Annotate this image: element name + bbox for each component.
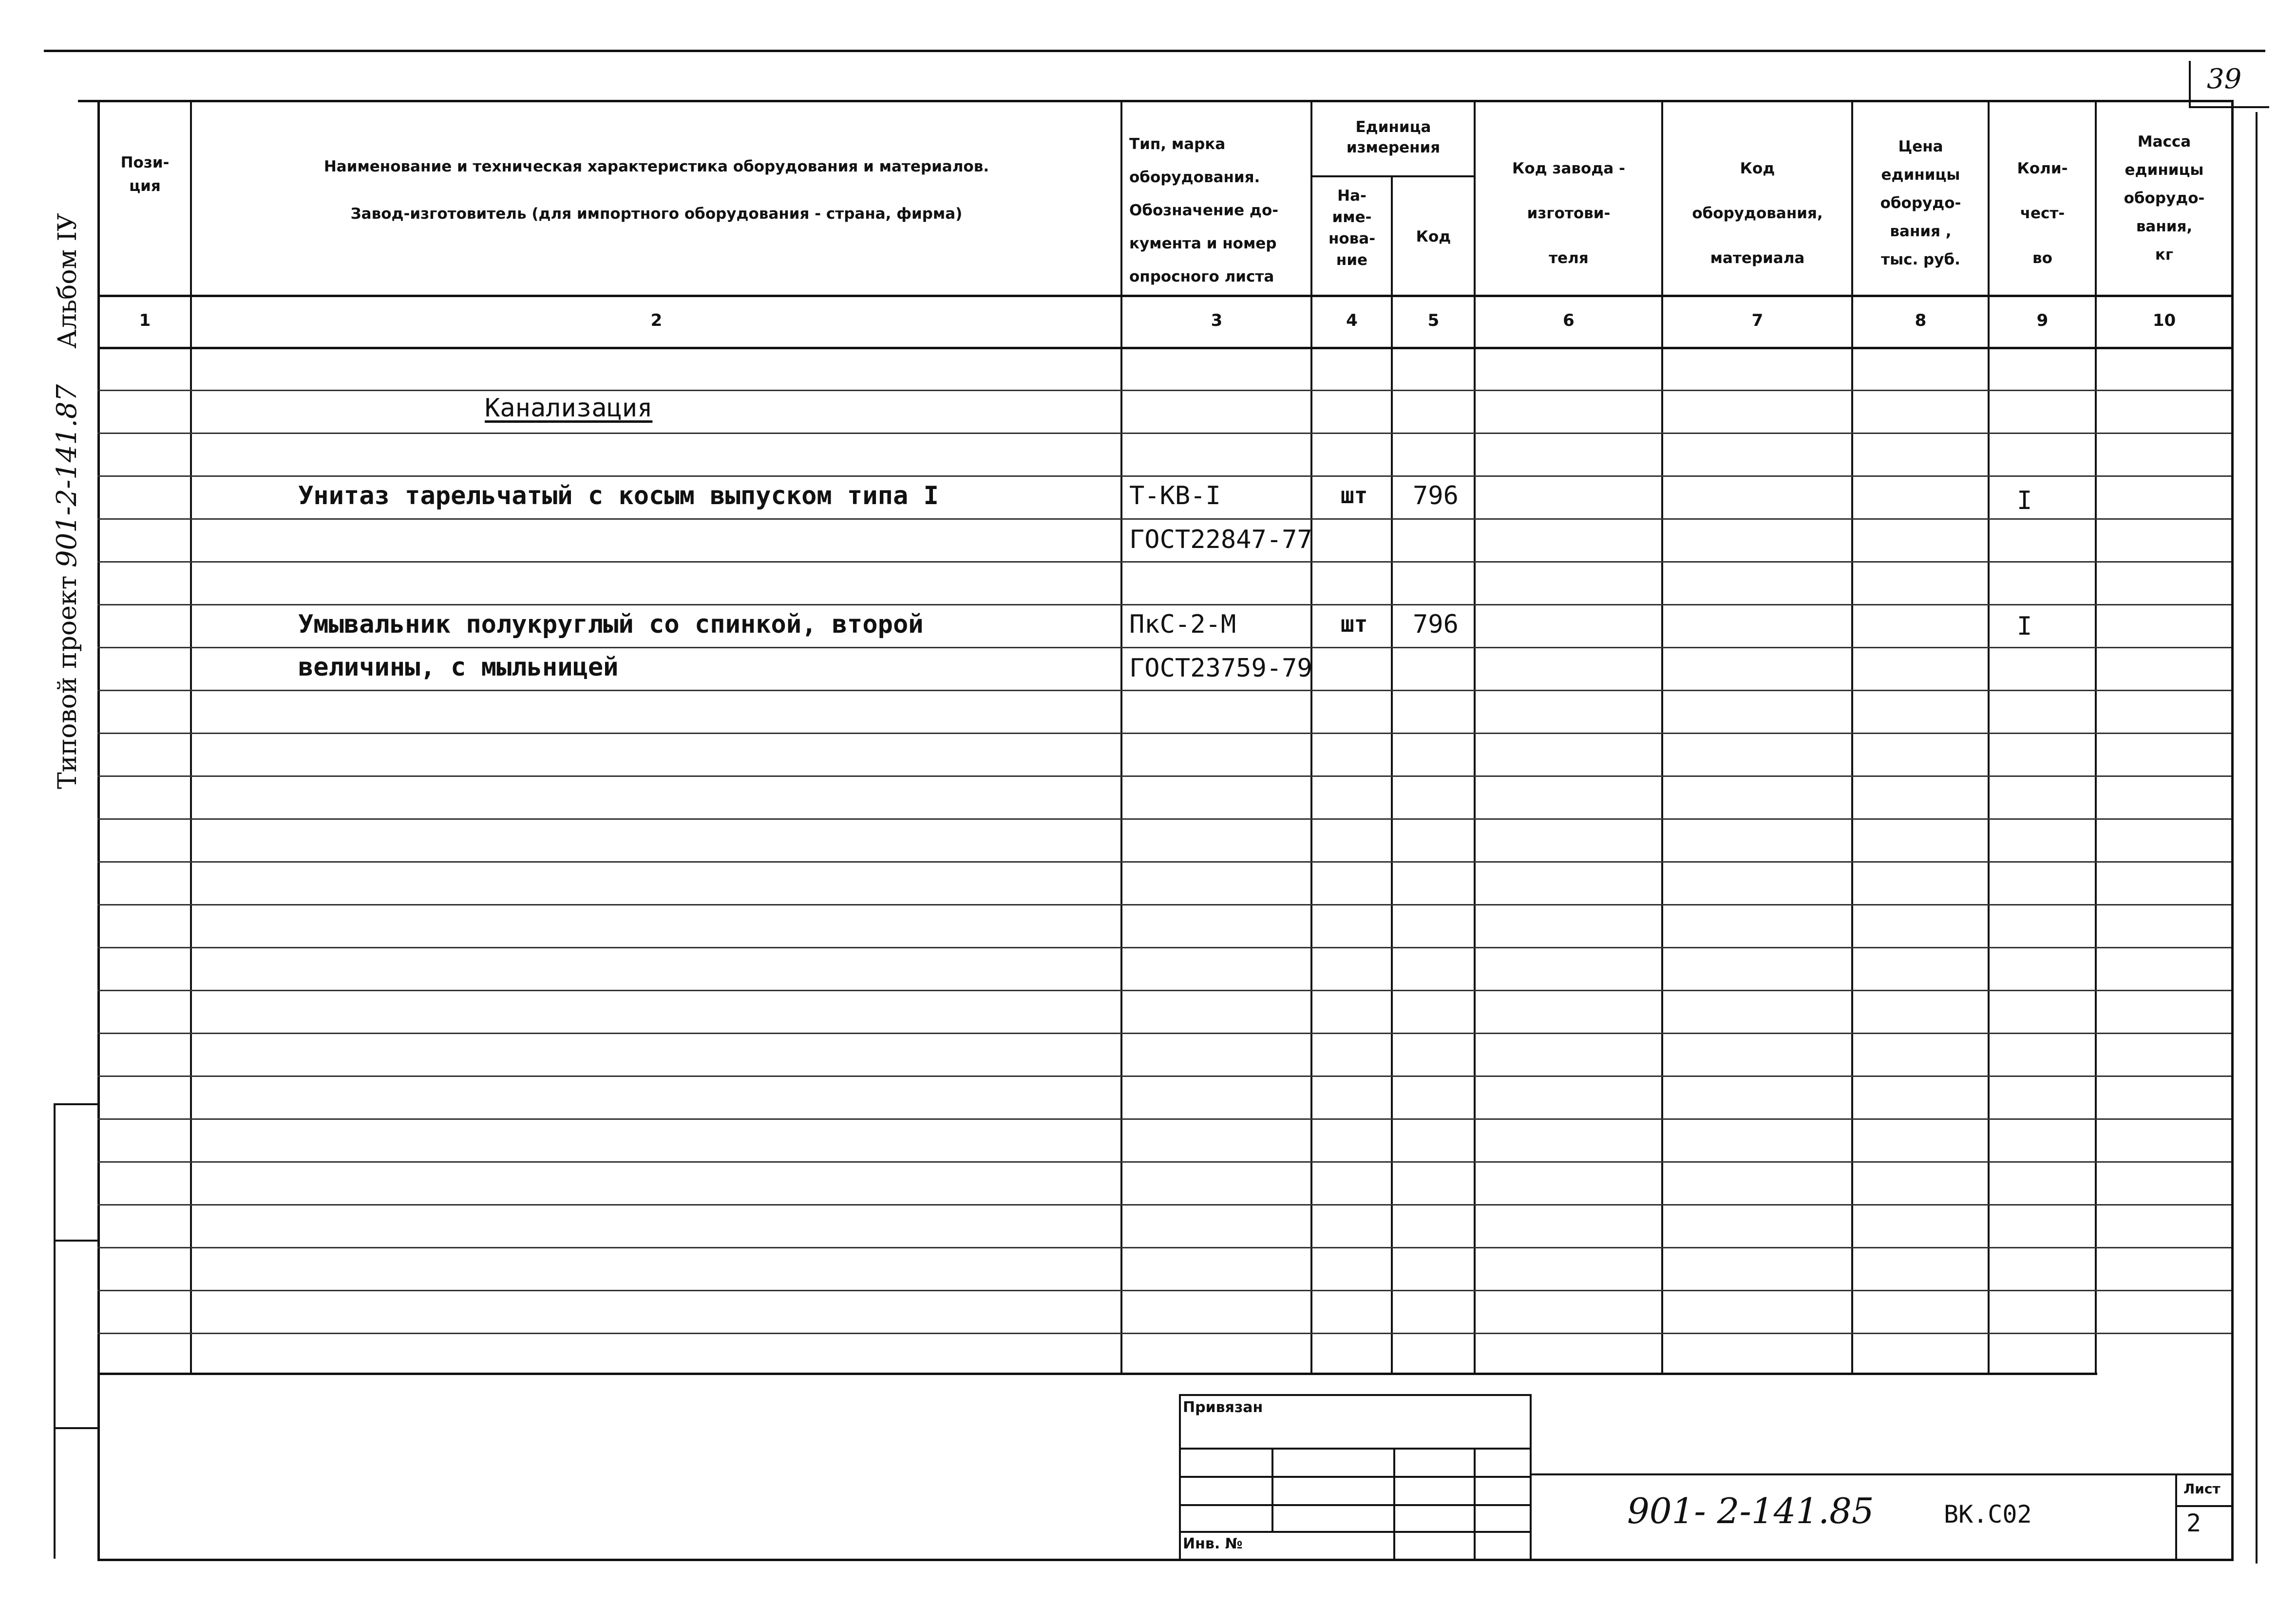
left-stamp-line-3 (54, 1427, 100, 1429)
column-number-4: 4 (1346, 311, 1358, 330)
stamp-line-3 (1179, 1504, 1530, 1506)
sheet-corner-number: 39 (2207, 63, 2242, 95)
side-label (51, 213, 83, 789)
stamp-line-2 (1179, 1476, 1530, 1478)
header-type-mark: Тип, марка оборудования. Обозначение до- кумента и номер опросного листа (1129, 135, 1279, 285)
unit-group-divider (1310, 175, 1474, 177)
column-number-7: 7 (1751, 311, 1764, 330)
item-1-document: ГОСТ22847-77 (1129, 525, 1312, 554)
header-equipment-code: Код оборудования, материала (1692, 160, 1823, 267)
frame-top (78, 100, 2231, 102)
table-bottom (97, 1373, 2097, 1375)
col-line-1 (190, 100, 192, 1374)
album-label: Альбом IУ (53, 213, 82, 349)
column-number-5: 5 (1427, 311, 1440, 330)
stamp-attached-label: Привязан (1183, 1399, 1263, 1416)
stamp-col-2 (1393, 1448, 1395, 1560)
left-stamp-line-1 (54, 1103, 100, 1105)
header-unit-group: Единица измерения (1346, 118, 1441, 156)
table-row-rule (97, 475, 2231, 477)
section-title: Канализация (485, 394, 653, 423)
item-1-name: Унитаз тарельчатый с косым выпуском типа I (298, 481, 939, 510)
item-2-quantity: I (2017, 612, 2032, 641)
table-row-rule (97, 390, 2231, 391)
item-1-unit-code: 796 (1413, 481, 1459, 510)
header-unit-code: Код (1416, 228, 1451, 245)
col-line-5 (1474, 100, 1476, 1374)
table-row-rule (97, 1033, 2231, 1034)
sheet-number: 2 (2186, 1509, 2201, 1537)
item-2-name-line2: величины, с мыльницей (298, 653, 619, 682)
table-row-rule (97, 818, 2231, 820)
table-row-rule (97, 1247, 2231, 1248)
left-stamp-box-edge (54, 1103, 56, 1559)
item-2-type-mark: ПкС-2-М (1129, 610, 1236, 639)
project-code-handwritten: 901-2-141.87 (51, 384, 83, 568)
table-row-rule (97, 947, 2231, 948)
col-line-7 (1851, 100, 1853, 1374)
col-line-2 (1120, 100, 1122, 1374)
column-number-10: 10 (2152, 311, 2176, 330)
stamp-line-1 (1179, 1448, 1530, 1450)
table-row-rule (97, 604, 2231, 605)
left-stamp-line-2 (54, 1240, 100, 1242)
header-name-line1: Наименование и техническая характеристика оборудования и материалов. (323, 158, 989, 175)
header-name-line2: Завод-изготовитель (для импортного оборудования - страна, фирма) (350, 205, 963, 223)
table-row-rule (97, 1075, 2231, 1077)
table-row-rule (97, 990, 2231, 991)
column-number-8: 8 (1915, 311, 1927, 330)
col-line-3 (1310, 100, 1312, 1374)
column-number-9: 9 (2036, 311, 2049, 330)
column-number-6: 6 (1563, 311, 1575, 330)
header-bottom (97, 295, 2231, 297)
column-number-2: 2 (650, 311, 663, 330)
stamp-col-3 (1474, 1448, 1476, 1560)
item-1-unit-name: шт (1341, 482, 1368, 509)
table-row-rule (97, 733, 2231, 734)
drawing-code-handwritten: 901- 2-141.85 (1627, 1490, 1874, 1531)
item-1-quantity: I (2017, 486, 2032, 515)
table-row-rule (97, 1161, 2231, 1163)
col-line-4 (1391, 175, 1393, 1374)
corner-box-bottom (2189, 106, 2269, 108)
table-row-rule (97, 1333, 2231, 1334)
table-row-rule (97, 647, 2231, 648)
title-block-top (1530, 1473, 2231, 1475)
frame-bottom (97, 1559, 2234, 1561)
table-row-rule (97, 1290, 2231, 1291)
stamp-col-1 (1271, 1448, 1273, 1531)
header-unit-name: На- име- нова- ние (1328, 187, 1376, 269)
sheet-box-divider (2175, 1505, 2231, 1507)
header-factory-code: Код завода - изготови- теля (1512, 160, 1625, 267)
sheet-mark: ВК.С02 (1944, 1500, 2032, 1528)
table-row-rule (97, 518, 2231, 520)
table-row-rule (97, 1118, 2231, 1120)
table-row-rule (97, 561, 2231, 563)
item-1-type-mark: Т-КВ-I (1129, 481, 1221, 510)
stamp-inv-label: Инв. № (1183, 1535, 1243, 1552)
col-line-8 (1988, 100, 1990, 1374)
column-number-row-bottom (97, 347, 2231, 349)
item-2-unit-code: 796 (1413, 610, 1459, 639)
header-unit-mass: Масса единицы оборудо- вания, кг (2124, 133, 2205, 264)
header-unit-price: Цена единицы оборудо- вания , тыс. руб. (1880, 138, 1961, 268)
project-label: Типовой проект (53, 575, 82, 789)
item-2-unit-name: шт (1341, 611, 1368, 637)
table-row-rule (97, 690, 2231, 691)
top-rule (44, 50, 2265, 52)
header-position: Пози- ция (120, 154, 170, 195)
col-line-9 (2095, 100, 2097, 1374)
stamp-right (1530, 1394, 1532, 1560)
item-2-name-line1: Умывальник полукруглый со спинкой, второй (298, 610, 924, 639)
table-row-rule (97, 861, 2231, 863)
frame-right (2231, 100, 2234, 1561)
table-row-rule (97, 433, 2231, 434)
table-row-rule (97, 775, 2231, 777)
table-row-rule (97, 904, 2231, 905)
stamp-top (1179, 1394, 1530, 1396)
header-quantity: Коли- чест- во (2017, 160, 2068, 267)
item-2-document: ГОСТ23759-79 (1129, 654, 1312, 683)
stamp-line-4 (1179, 1531, 1530, 1533)
sheet-box-left (2175, 1473, 2177, 1560)
col-line-6 (1661, 100, 1663, 1374)
column-number-3: 3 (1211, 311, 1223, 330)
table-row-rule (97, 1204, 2231, 1206)
right-margin-line (2256, 112, 2258, 1564)
sheet-label: Лист (2183, 1481, 2220, 1497)
column-number-1: 1 (139, 311, 151, 330)
